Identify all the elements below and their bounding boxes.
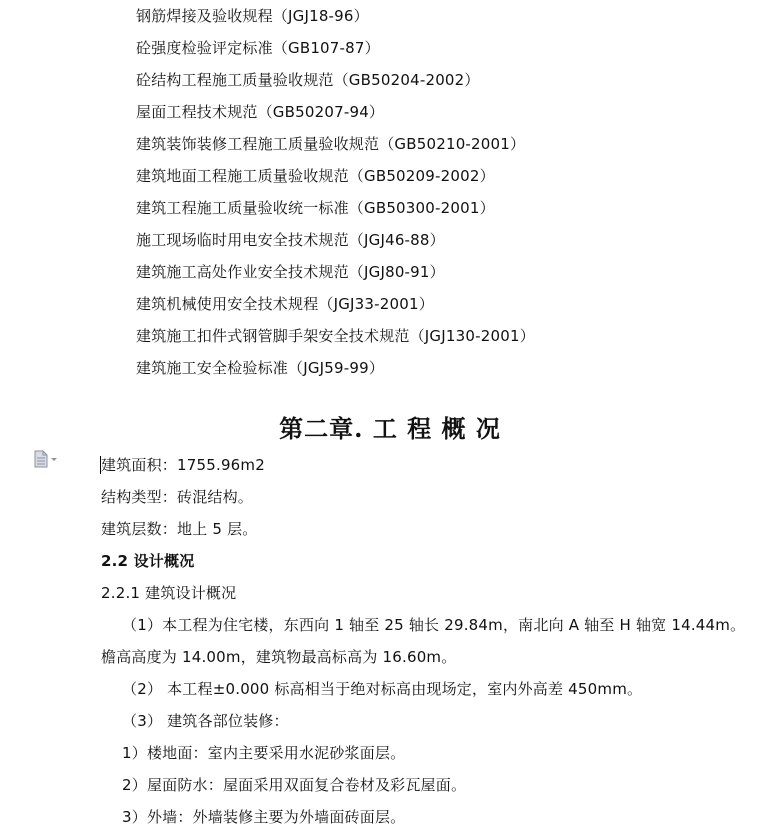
reference-item: 建筑机械使用安全技术规程（JGJ33-2001） bbox=[136, 295, 434, 313]
reference-item: 砼强度检验评定标准（GB107-87） bbox=[136, 39, 380, 57]
reference-item: 钢筋焊接及验收规程（JGJ18-96） bbox=[136, 7, 369, 25]
building-area: 建筑面积：1755.96m2 bbox=[101, 456, 265, 474]
list-item: 1）楼地面：室内主要采用水泥砂浆面层。 bbox=[122, 744, 406, 762]
structure-type: 结构类型：砖混结构。 bbox=[101, 488, 254, 506]
paragraph-2: （2） 本工程±0.000 标高相当于绝对标高由现场定，室内外高差 450mm。 bbox=[122, 680, 643, 698]
reference-item: 屋面工程技术规范（GB50207-94） bbox=[136, 103, 385, 121]
document-options-icon[interactable] bbox=[33, 450, 61, 468]
list-item: 2）屋面防水：屋面采用双面复合卷材及彩瓦屋面。 bbox=[122, 776, 467, 794]
reference-item: 建筑施工扣件式钢管脚手架安全技术规范（JGJ130-2001） bbox=[136, 327, 535, 345]
reference-item: 建筑施工高处作业安全技术规范（JGJ80-91） bbox=[136, 263, 445, 281]
paragraph-1-continued: 檐高高度为 14.00m，建筑物最高标高为 16.60m。 bbox=[101, 648, 457, 666]
reference-item: 建筑装饰装修工程施工质量验收规范（GB50210-2001） bbox=[136, 135, 526, 153]
building-floors: 建筑层数：地上 5 层。 bbox=[101, 520, 258, 538]
chapter-title: 第二章. 工 程 概 况 bbox=[279, 414, 501, 443]
reference-item: 建筑地面工程施工质量验收规范（GB50209-2002） bbox=[136, 167, 495, 185]
section-heading: 2.2 设计概况 bbox=[101, 552, 195, 570]
paragraph-3: （3） 建筑各部位装修： bbox=[122, 712, 289, 730]
reference-item: 建筑工程施工质量验收统一标准（GB50300-2001） bbox=[136, 199, 495, 217]
paragraph-1: （1）本工程为住宅楼，东西向 1 轴至 25 轴长 29.84m，南北向 A 轴至 H 轴宽 14.44m。 bbox=[122, 616, 746, 634]
subsection-heading: 2.2.1 建筑设计概况 bbox=[101, 584, 237, 602]
reference-item: 砼结构工程施工质量验收规范（GB50204-2002） bbox=[136, 71, 480, 89]
reference-item: 建筑施工安全检验标准（JGJ59-99） bbox=[136, 359, 385, 377]
reference-item: 施工现场临时用电安全技术规范（JGJ46-88） bbox=[136, 231, 445, 249]
list-item: 3）外墙：外墙装修主要为外墙面砖面层。 bbox=[122, 808, 406, 826]
